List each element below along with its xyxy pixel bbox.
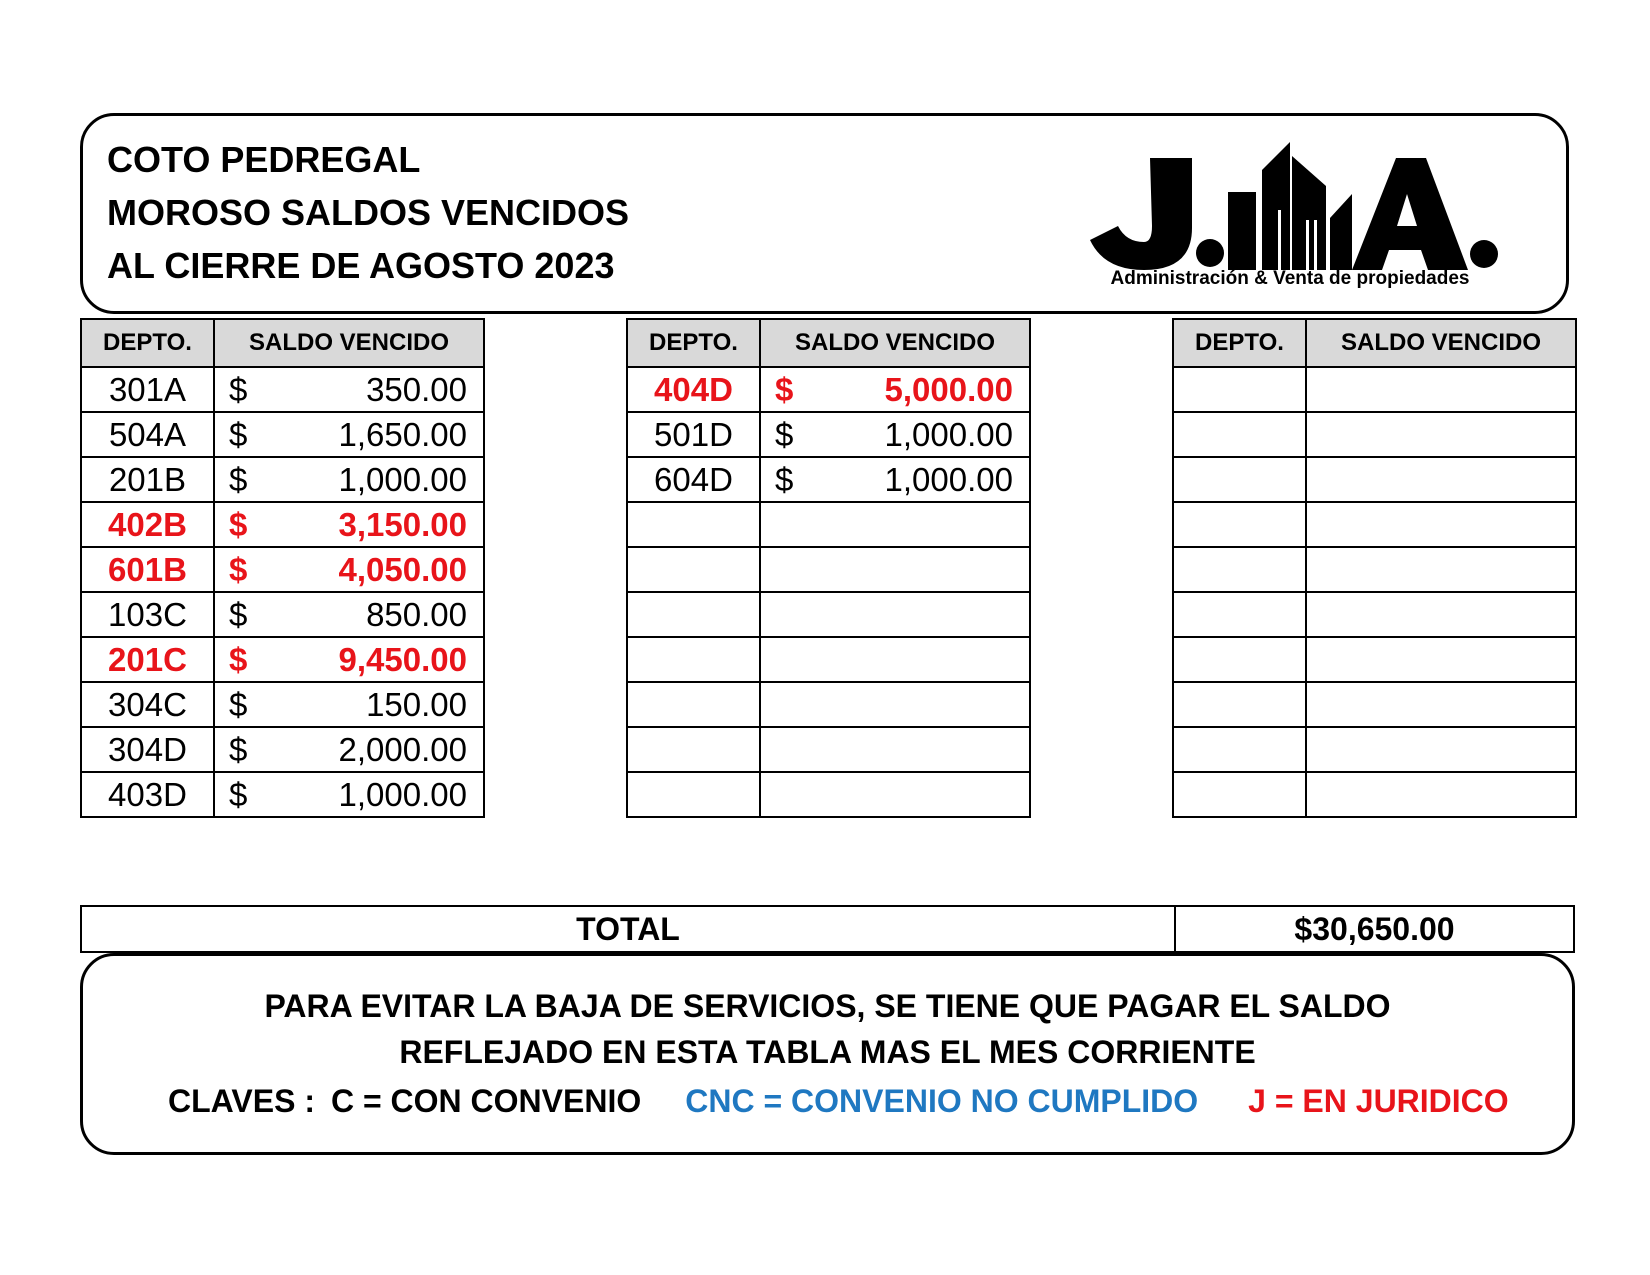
balance-cell: [1306, 727, 1576, 772]
title-period: AL CIERRE DE AGOSTO 2023: [107, 245, 615, 286]
balance-amount: 3,150.00: [338, 505, 467, 543]
table-row: [81, 637, 484, 682]
balance-cell: [214, 727, 484, 772]
notice-line-1: PARA EVITAR LA BAJA DE SERVICIOS, SE TIENE QUE PAGAR EL SALDO: [264, 988, 1391, 1024]
table-row: [81, 412, 484, 457]
currency-symbol: $: [229, 460, 248, 498]
logo-buildings-icon: [1228, 142, 1352, 270]
currency-symbol: $: [229, 685, 248, 723]
dept-cell: [1173, 457, 1306, 502]
dept-cell: [627, 547, 760, 592]
balance-cell: [214, 367, 484, 412]
column-header-dept: DEPTO.: [1173, 319, 1306, 367]
dept-cell: [627, 637, 760, 682]
currency-symbol: $: [229, 415, 248, 453]
table-row: [81, 592, 484, 637]
currency-symbol: $: [775, 370, 794, 408]
balance-cell: [1306, 367, 1576, 412]
empty-table-row: [627, 502, 1030, 547]
dept-cell: [1173, 682, 1306, 727]
empty-table-row: [1173, 637, 1576, 682]
balance-cell: [1306, 457, 1576, 502]
balance-cell: [1306, 412, 1576, 457]
empty-table-row: [1173, 682, 1576, 727]
total-value: $30,650.00: [1294, 911, 1455, 947]
table-row: [81, 367, 484, 412]
empty-table-row: [627, 592, 1030, 637]
dept-cell: 604D: [627, 457, 760, 502]
column-header-balance: SALDO VENCIDO: [1306, 319, 1576, 367]
column-header-balance: SALDO VENCIDO: [760, 319, 1030, 367]
empty-table-row: [1173, 457, 1576, 502]
dept-cell: 201C: [81, 637, 214, 682]
balance-amount: 150.00: [366, 685, 467, 723]
balances-table-2: [626, 318, 1031, 818]
balance-cell: [214, 772, 484, 817]
table-row: [81, 502, 484, 547]
currency-symbol: $: [229, 505, 248, 543]
balance-amount: 9,450.00: [338, 640, 467, 678]
dept-cell: 501D: [627, 412, 760, 457]
balance-cell: [760, 502, 1030, 547]
table-row: [627, 367, 1030, 412]
currency-symbol: $: [229, 775, 248, 813]
dept-cell: [1173, 727, 1306, 772]
column-header-balance: SALDO VENCIDO: [214, 319, 484, 367]
balance-cell: [760, 637, 1030, 682]
title-report: MOROSO SALDOS VENCIDOS: [107, 192, 630, 233]
empty-table-row: [627, 682, 1030, 727]
balance-cell: [760, 682, 1030, 727]
currency-symbol: $: [775, 460, 794, 498]
balance-amount: 1,000.00: [884, 460, 1013, 498]
balances-table-3: [1172, 318, 1577, 818]
keys-label: CLAVES :: [168, 1083, 315, 1119]
notice-line-2: REFLEJADO EN ESTA TABLA MAS EL MES CORRIENTE: [399, 1034, 1256, 1070]
dept-cell: [1173, 502, 1306, 547]
table-row: [81, 457, 484, 502]
balance-amount: 350.00: [366, 370, 467, 408]
empty-table-row: [1173, 772, 1576, 817]
balance-amount: 1,000.00: [338, 775, 467, 813]
dept-cell: [1173, 367, 1306, 412]
dept-cell: [1173, 592, 1306, 637]
balance-cell: [214, 547, 484, 592]
balance-amount: 850.00: [366, 595, 467, 633]
dept-cell: [627, 772, 760, 817]
empty-table-row: [1173, 547, 1576, 592]
balance-cell: [1306, 502, 1576, 547]
empty-table-row: [1173, 412, 1576, 457]
balance-cell: [214, 682, 484, 727]
balance-cell: [214, 502, 484, 547]
empty-table-row: [1173, 592, 1576, 637]
dept-cell: 601B: [81, 547, 214, 592]
dept-cell: 201B: [81, 457, 214, 502]
dept-cell: 301A: [81, 367, 214, 412]
logo-dot-1: [1196, 239, 1224, 267]
balance-cell: [1306, 682, 1576, 727]
table-row: [81, 727, 484, 772]
dept-cell: [1173, 772, 1306, 817]
empty-table-row: [627, 772, 1030, 817]
dept-cell: [1173, 547, 1306, 592]
balance-amount: 4,050.00: [338, 550, 467, 588]
table-row: [81, 772, 484, 817]
dept-cell: 404D: [627, 367, 760, 412]
balance-amount: 2,000.00: [338, 730, 467, 768]
currency-symbol: $: [229, 370, 248, 408]
balance-cell: [214, 637, 484, 682]
empty-table-row: [1173, 367, 1576, 412]
balance-amount: 5,000.00: [884, 370, 1013, 408]
balance-cell: [1306, 772, 1576, 817]
logo-dot-2: [1470, 240, 1498, 268]
dept-cell: [627, 727, 760, 772]
balance-cell: [214, 412, 484, 457]
dept-cell: [627, 502, 760, 547]
total-label: TOTAL: [82, 907, 1176, 951]
empty-table-row: [1173, 727, 1576, 772]
empty-table-row: [627, 727, 1030, 772]
dept-cell: [627, 592, 760, 637]
balance-amount: 1,000.00: [884, 415, 1013, 453]
balance-cell: [760, 547, 1030, 592]
table-row: [81, 547, 484, 592]
balance-cell: [760, 367, 1030, 412]
balance-amount: 1,650.00: [338, 415, 467, 453]
balance-cell: [1306, 547, 1576, 592]
balance-cell: [760, 457, 1030, 502]
currency-symbol: $: [229, 595, 248, 633]
balance-cell: [760, 412, 1030, 457]
empty-table-row: [627, 547, 1030, 592]
table-row: [627, 457, 1030, 502]
dept-cell: 403D: [81, 772, 214, 817]
column-header-dept: DEPTO.: [81, 319, 214, 367]
logo-letter-j: [1090, 158, 1192, 270]
balance-amount: 1,000.00: [338, 460, 467, 498]
logo-letter-a: [1352, 158, 1468, 270]
empty-table-row: [627, 637, 1030, 682]
balance-cell: [760, 727, 1030, 772]
balance-cell: [760, 592, 1030, 637]
balances-table-1: [80, 318, 485, 818]
dept-cell: [1173, 637, 1306, 682]
currency-symbol: $: [229, 550, 248, 588]
dept-cell: [627, 682, 760, 727]
table-row: [627, 412, 1030, 457]
dept-cell: 304D: [81, 727, 214, 772]
empty-table-row: [1173, 502, 1576, 547]
dept-cell: 103C: [81, 592, 214, 637]
total-row: [80, 905, 1575, 953]
currency-symbol: $: [229, 730, 248, 768]
column-header-dept: DEPTO.: [627, 319, 760, 367]
balance-cell: [1306, 637, 1576, 682]
title-property: COTO PEDREGAL: [107, 139, 421, 180]
dept-cell: [1173, 412, 1306, 457]
key-j: J = EN JURIDICO: [1248, 1083, 1509, 1119]
dept-cell: 504A: [81, 412, 214, 457]
key-c: C = CON CONVENIO: [330, 1083, 642, 1119]
keys-legend: [168, 1081, 1509, 1121]
balance-cell: [214, 592, 484, 637]
dept-cell: 402B: [81, 502, 214, 547]
dept-cell: 304C: [81, 682, 214, 727]
balance-cell: [760, 772, 1030, 817]
balance-cell: [214, 457, 484, 502]
currency-symbol: $: [775, 415, 794, 453]
key-cnc: CNC = CONVENIO NO CUMPLIDO: [685, 1083, 1199, 1119]
currency-symbol: $: [229, 640, 248, 678]
logo-tagline: Administración & Venta de propiedades: [1110, 268, 1470, 289]
table-row: [81, 682, 484, 727]
balance-cell: [1306, 592, 1576, 637]
